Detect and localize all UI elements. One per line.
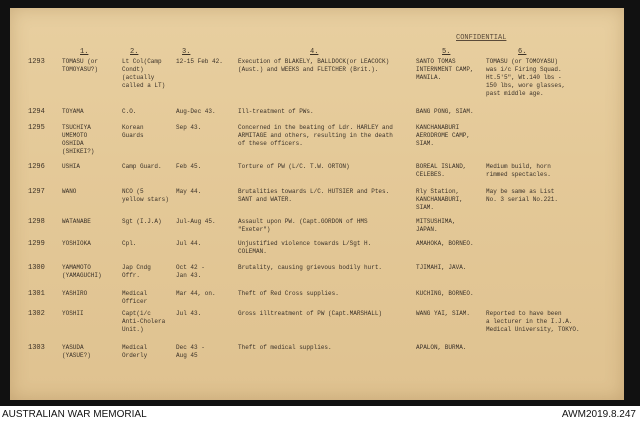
cell-place: BOREAL ISLAND, CELEBES. — [416, 163, 467, 178]
cell-rank: Sgt (I.J.A) — [122, 218, 162, 225]
cell-name: TOMASU (or TOMOYASU?) — [62, 58, 99, 73]
cell-name: YOSHIOKA — [62, 240, 91, 247]
cell-date: May 44. — [176, 188, 202, 195]
cell-remarks: Medium build, horn rimmed spectacles. — [486, 163, 551, 178]
cell-no: 1301 — [28, 290, 45, 298]
cell-rank: Camp Guard. — [122, 163, 162, 170]
cell-date: Oct 42 - Jan 43. — [176, 264, 205, 279]
column-number-4: 4. — [310, 48, 319, 56]
cell-date: Sep 43. — [176, 124, 202, 131]
cell-rank: Cpl. — [122, 240, 137, 247]
cell-offence: Assault upon PW. (Capt.GORDON of HMS "Exeter") — [238, 218, 368, 233]
cell-date: Jul-Aug 45. — [176, 218, 216, 225]
cell-no: 1299 — [28, 240, 45, 248]
cell-place: TJIMAHI, JAVA. — [416, 264, 467, 271]
cell-name: WATANABE — [62, 218, 91, 225]
cell-name: TSUCHIYA UMEMOTO OSHIDA (SHIKEI?) — [62, 124, 95, 155]
cell-place: KUCHING, BORNEO. — [416, 290, 474, 297]
cell-offence: Brutalities towards L/C. HUTSIER and Ptes. SANT and WATER. — [238, 188, 390, 203]
cell-date: Jul 43. — [176, 310, 202, 317]
cell-rank: Jap Cndg Offr. — [122, 264, 151, 279]
cell-rank: Lt Col(Camp Condt) (actually called a LT) — [122, 58, 166, 89]
cell-name: WANO — [62, 188, 77, 195]
cell-rank: Medical Officer — [122, 290, 148, 305]
cell-date: Dec 43 - Aug 45 — [176, 344, 205, 359]
cell-place: Rly Station, KANCHANABURI, SIAM. — [416, 188, 463, 211]
cell-date: Jul 44. — [176, 240, 202, 247]
document-page — [10, 8, 624, 400]
cell-no: 1298 — [28, 218, 45, 226]
cell-offence: Concerned in the beating of Ldr. HARLEY and ARMITAGE and others, resulting in the death of these officers. — [238, 124, 393, 147]
cell-no: 1293 — [28, 58, 45, 66]
cell-remarks: TOMASU (or TOMOYASU) was i/c Firing Squad. Ht.5'5", Wt.140 lbs - 150 lbs, wore glasses, past middle age. — [486, 58, 566, 97]
cell-no: 1297 — [28, 188, 45, 196]
cell-no: 1303 — [28, 344, 45, 352]
cell-date: Feb 45. — [176, 163, 202, 170]
cell-rank: Capt(i/c Anti-Cholera Unit.) — [122, 310, 166, 333]
cell-no: 1300 — [28, 264, 45, 272]
cell-offence: Execution of BLAKELY, BALLDOCK(or LEACOCK) (Aust.) and WEEKS and FLETCHER (Brit.). — [238, 58, 390, 73]
column-number-1: 1. — [80, 48, 89, 56]
cell-no: 1294 — [28, 108, 45, 116]
cell-name: YASHIRO — [62, 290, 88, 297]
archive-credit: AUSTRALIAN WAR MEMORIAL — [2, 409, 147, 420]
cell-offence: Torture of PW (L/C. T.W. ORTON) — [238, 163, 350, 170]
cell-date: Mar 44, on. — [176, 290, 216, 297]
cell-place: WANG YAI, SIAM. — [416, 310, 471, 317]
cell-no: 1296 — [28, 163, 45, 171]
cell-name: YASUDA (YASUE?) — [62, 344, 91, 359]
cell-offence: Gross illtreatment of PW (Capt.MARSHALL) — [238, 310, 383, 317]
cell-remarks: May be same as List No. 3 serial No.221. — [486, 188, 559, 203]
column-number-2: 2. — [130, 48, 139, 56]
cell-offence: Brutality, causing grievous bodily hurt. — [238, 264, 383, 271]
cell-place: MITSUSHIMA, JAPAN. — [416, 218, 456, 233]
cell-offence: Theft of medical supplies. — [238, 344, 332, 351]
cell-offence: Theft of Red Cross supplies. — [238, 290, 339, 297]
cell-name: YAMAMOTO (YAMAGUCHI) — [62, 264, 102, 279]
cell-rank: NCO (5 yellow stars) — [122, 188, 169, 203]
column-number-5: 5. — [442, 48, 451, 56]
cell-rank: Korean Guards — [122, 124, 144, 139]
cell-no: 1295 — [28, 124, 45, 132]
archive-reference: AWM2019.8.247 — [561, 409, 636, 420]
cell-offence: Ill-treatment of PWs. — [238, 108, 314, 115]
confidential-stamp: CONFIDENTIAL — [456, 34, 507, 42]
cell-place: BANG PONG, SIAM. — [416, 108, 474, 115]
column-number-6: 6. — [518, 48, 527, 56]
cell-rank: Medical Orderly — [122, 344, 148, 359]
cell-place: KANCHANABURI AERODROME CAMP, SIAM. — [416, 124, 471, 147]
cell-remarks: Reported to have been a lecturer in the I.J.A. Medical University, TOKYO. — [486, 310, 580, 333]
cell-name: USHIA — [62, 163, 81, 170]
cell-no: 1302 — [28, 310, 45, 318]
cell-name: TOYAMA — [62, 108, 84, 115]
cell-name: YOSHII — [62, 310, 84, 317]
cell-offence: Unjustified violence towards L/Sgt H. COLEMAN. — [238, 240, 372, 255]
cell-date: 12-15 Feb 42. — [176, 58, 223, 65]
cell-date: Aug-Dec 43. — [176, 108, 216, 115]
column-number-3: 3. — [182, 48, 191, 56]
cell-place: SANTO TOMAS INTERNMENT CAMP, MANILA. — [416, 58, 474, 81]
cell-place: AMAHOKA, BORNEO. — [416, 240, 474, 247]
cell-rank: C.O. — [122, 108, 137, 115]
cell-place: APALON, BURMA. — [416, 344, 467, 351]
